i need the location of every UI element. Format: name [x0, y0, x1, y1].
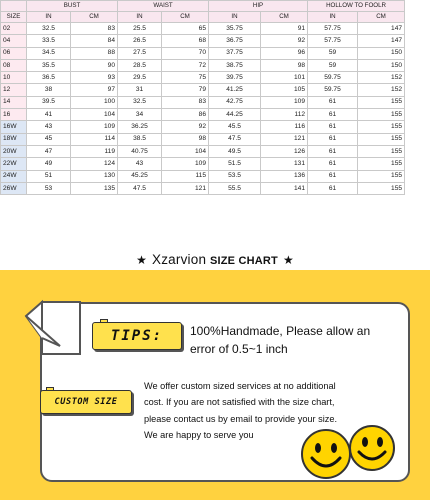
hip-cm-cell: 96 — [261, 47, 308, 59]
folded-corner-icon — [22, 294, 82, 356]
hollow-to-floor-header: HOLLOW TO FOOLR — [308, 1, 405, 12]
hip-in-cell: 53.5 — [209, 170, 261, 182]
bust-cm-cell: 90 — [71, 59, 118, 71]
hip-in-cell: 36.75 — [209, 35, 261, 47]
bust-in-cell: 36.5 — [27, 72, 71, 84]
waist-cm-cell: 104 — [162, 145, 209, 157]
table-row — [1, 72, 405, 84]
size-cell: 16 — [1, 109, 27, 121]
hip-cm-cell: 116 — [261, 121, 308, 133]
waist-cm-cell: 65 — [162, 23, 209, 35]
hip-in-cell: 55.5 — [209, 182, 261, 194]
hip-in-cell: 42.75 — [209, 96, 261, 108]
hip-in-cell: 41.25 — [209, 84, 261, 96]
hip-cm-cell: 91 — [261, 23, 308, 35]
bust-cm-cell: 97 — [71, 84, 118, 96]
hip-in-cell: 39.75 — [209, 72, 261, 84]
bust-in-cell: 39.5 — [27, 96, 71, 108]
bust-in-cell: 49 — [27, 158, 71, 170]
waist-cm-cell: 68 — [162, 35, 209, 47]
hip-in-cell: 45.5 — [209, 121, 261, 133]
size-cell: 18W — [1, 133, 27, 145]
hip-in-cell: 37.75 — [209, 47, 261, 59]
size-cell: 08 — [1, 59, 27, 71]
table-row — [1, 158, 405, 170]
size-cell: 14 — [1, 96, 27, 108]
hip-cm-cell: 121 — [261, 133, 308, 145]
bust-in-cell: 41 — [27, 109, 71, 121]
waist-cm-cell: 72 — [162, 59, 209, 71]
size-cell: 24W — [1, 170, 27, 182]
bust-cm-cell: 84 — [71, 35, 118, 47]
bust-in-cell: 32.5 — [27, 23, 71, 35]
hip-cm-cell: 109 — [261, 96, 308, 108]
bust-in-cell: 34.5 — [27, 47, 71, 59]
star-icon: ★ — [136, 253, 148, 267]
table-row — [1, 96, 405, 108]
bust-in-cell: 45 — [27, 133, 71, 145]
size-header: SIZE — [1, 12, 27, 23]
bust-cm-cell: 130 — [71, 170, 118, 182]
hip-cm-cell: 92 — [261, 35, 308, 47]
hip-in-cell: 38.75 — [209, 59, 261, 71]
hollow-cm-cell: 155 — [358, 121, 405, 133]
bust-cm-cell: 93 — [71, 72, 118, 84]
unit-in-header: IN — [118, 12, 162, 23]
star-icon: ★ — [282, 253, 294, 267]
custom-line: cost. If you are not satisfied with the size chart, — [144, 397, 335, 408]
size-cell: 04 — [1, 35, 27, 47]
bust-in-cell: 35.5 — [27, 59, 71, 71]
hollow-cm-cell: 152 — [358, 72, 405, 84]
waist-cm-cell: 98 — [162, 133, 209, 145]
hollow-in-cell: 61 — [308, 145, 358, 157]
hollow-cm-cell: 150 — [358, 47, 405, 59]
waist-in-cell: 38.5 — [118, 133, 162, 145]
hollow-in-cell: 61 — [308, 158, 358, 170]
size-cell: 26W — [1, 182, 27, 194]
bust-cm-cell: 100 — [71, 96, 118, 108]
waist-in-cell: 36.25 — [118, 121, 162, 133]
bust-cm-cell: 104 — [71, 109, 118, 121]
hollow-cm-cell: 147 — [358, 23, 405, 35]
bust-in-cell: 53 — [27, 182, 71, 194]
tips-text — [190, 322, 386, 358]
hip-cm-cell: 101 — [261, 72, 308, 84]
hollow-in-cell: 57.75 — [308, 23, 358, 35]
hip-in-cell: 51.5 — [209, 158, 261, 170]
custom-line: We are happy to serve you — [144, 430, 254, 441]
table-row — [1, 133, 405, 145]
hollow-in-cell: 57.75 — [308, 35, 358, 47]
size-cell: 06 — [1, 47, 27, 59]
hip-in-cell: 35.75 — [209, 23, 261, 35]
custom-size-tag: CUSTOM SIZE — [40, 390, 132, 414]
unit-cm-header: CM — [71, 12, 118, 23]
hollow-cm-cell: 155 — [358, 109, 405, 121]
corner-cell — [1, 1, 27, 12]
unit-cm-header: CM — [358, 12, 405, 23]
hollow-in-cell: 59.75 — [308, 72, 358, 84]
bust-cm-cell: 124 — [71, 158, 118, 170]
waist-in-cell: 27.5 — [118, 47, 162, 59]
bust-cm-cell: 109 — [71, 121, 118, 133]
hollow-in-cell: 59 — [308, 59, 358, 71]
waist-in-cell: 26.5 — [118, 35, 162, 47]
waist-header: WAIST — [118, 1, 209, 12]
hip-cm-cell: 105 — [261, 84, 308, 96]
table-row — [1, 47, 405, 59]
hollow-cm-cell: 147 — [358, 35, 405, 47]
tips-tag: TIPS: — [92, 322, 182, 350]
waist-in-cell: 40.75 — [118, 145, 162, 157]
hollow-in-cell: 59.75 — [308, 84, 358, 96]
hip-cm-cell: 98 — [261, 59, 308, 71]
hip-header: HIP — [209, 1, 308, 12]
size-chart-label: SIZE CHART — [209, 255, 278, 267]
bust-in-cell: 47 — [27, 145, 71, 157]
hollow-in-cell: 61 — [308, 109, 358, 121]
hip-in-cell: 47.5 — [209, 133, 261, 145]
waist-cm-cell: 86 — [162, 109, 209, 121]
waist-in-cell: 43 — [118, 158, 162, 170]
table-row — [1, 109, 405, 121]
brand-name: Xzarvion — [152, 252, 207, 267]
hollow-cm-cell: 155 — [358, 96, 405, 108]
hollow-in-cell: 61 — [308, 133, 358, 145]
hip-in-cell: 44.25 — [209, 109, 261, 121]
hollow-cm-cell: 155 — [358, 170, 405, 182]
size-cell: 20W — [1, 145, 27, 157]
table-row — [1, 182, 405, 194]
waist-cm-cell: 109 — [162, 158, 209, 170]
hip-cm-cell: 112 — [261, 109, 308, 121]
unit-header-row — [1, 12, 405, 23]
bust-in-cell: 33.5 — [27, 35, 71, 47]
waist-cm-cell: 92 — [162, 121, 209, 133]
hollow-in-cell: 61 — [308, 182, 358, 194]
smiley-faces-icon — [296, 420, 406, 482]
hollow-cm-cell: 152 — [358, 84, 405, 96]
hollow-in-cell: 61 — [308, 170, 358, 182]
size-cell: 16W — [1, 121, 27, 133]
tips-line: error of 0.5~1 inch — [190, 342, 288, 356]
tips-line: 100%Handmade, Please allow an — [190, 324, 371, 338]
size-cell: 12 — [1, 84, 27, 96]
table-row — [1, 84, 405, 96]
bust-cm-cell: 114 — [71, 133, 118, 145]
waist-in-cell: 47.5 — [118, 182, 162, 194]
hip-cm-cell: 126 — [261, 145, 308, 157]
table-row — [1, 145, 405, 157]
hollow-cm-cell: 155 — [358, 133, 405, 145]
bust-cm-cell: 135 — [71, 182, 118, 194]
bust-in-cell: 38 — [27, 84, 71, 96]
hollow-cm-cell: 155 — [358, 158, 405, 170]
table-row — [1, 170, 405, 182]
unit-cm-header: CM — [261, 12, 308, 23]
size-cell: 10 — [1, 72, 27, 84]
group-header-row — [1, 1, 405, 12]
table-row — [1, 35, 405, 47]
hollow-cm-cell: 155 — [358, 145, 405, 157]
size-chart-table — [0, 0, 405, 195]
waist-cm-cell: 79 — [162, 84, 209, 96]
waist-in-cell: 32.5 — [118, 96, 162, 108]
bust-header: BUST — [27, 1, 118, 12]
waist-in-cell: 28.5 — [118, 59, 162, 71]
table-row — [1, 23, 405, 35]
hollow-in-cell: 59 — [308, 47, 358, 59]
bust-cm-cell: 88 — [71, 47, 118, 59]
hip-cm-cell: 141 — [261, 182, 308, 194]
bust-in-cell: 51 — [27, 170, 71, 182]
size-chart-title — [0, 252, 430, 267]
waist-in-cell: 25.5 — [118, 23, 162, 35]
hollow-in-cell: 61 — [308, 121, 358, 133]
waist-in-cell: 31 — [118, 84, 162, 96]
waist-in-cell: 29.5 — [118, 72, 162, 84]
hip-in-cell: 49.5 — [209, 145, 261, 157]
size-cell: 02 — [1, 23, 27, 35]
bust-cm-cell: 119 — [71, 145, 118, 157]
bust-cm-cell: 83 — [71, 23, 118, 35]
unit-in-header: IN — [27, 12, 71, 23]
waist-cm-cell: 115 — [162, 170, 209, 182]
hip-cm-cell: 131 — [261, 158, 308, 170]
table-row — [1, 121, 405, 133]
hip-cm-cell: 136 — [261, 170, 308, 182]
waist-cm-cell: 70 — [162, 47, 209, 59]
custom-line: please contact us by email to provide your size. — [144, 413, 338, 424]
size-cell: 22W — [1, 158, 27, 170]
waist-cm-cell: 75 — [162, 72, 209, 84]
table-row — [1, 59, 405, 71]
waist-cm-cell: 121 — [162, 182, 209, 194]
waist-in-cell: 45.25 — [118, 170, 162, 182]
unit-in-header: IN — [209, 12, 261, 23]
unit-in-header: IN — [308, 12, 358, 23]
hollow-in-cell: 61 — [308, 96, 358, 108]
unit-cm-header: CM — [162, 12, 209, 23]
hollow-cm-cell: 150 — [358, 59, 405, 71]
waist-in-cell: 34 — [118, 109, 162, 121]
bust-in-cell: 43 — [27, 121, 71, 133]
hollow-cm-cell: 155 — [358, 182, 405, 194]
waist-cm-cell: 83 — [162, 96, 209, 108]
custom-line: We offer custom sized services at no additional — [144, 381, 336, 391]
